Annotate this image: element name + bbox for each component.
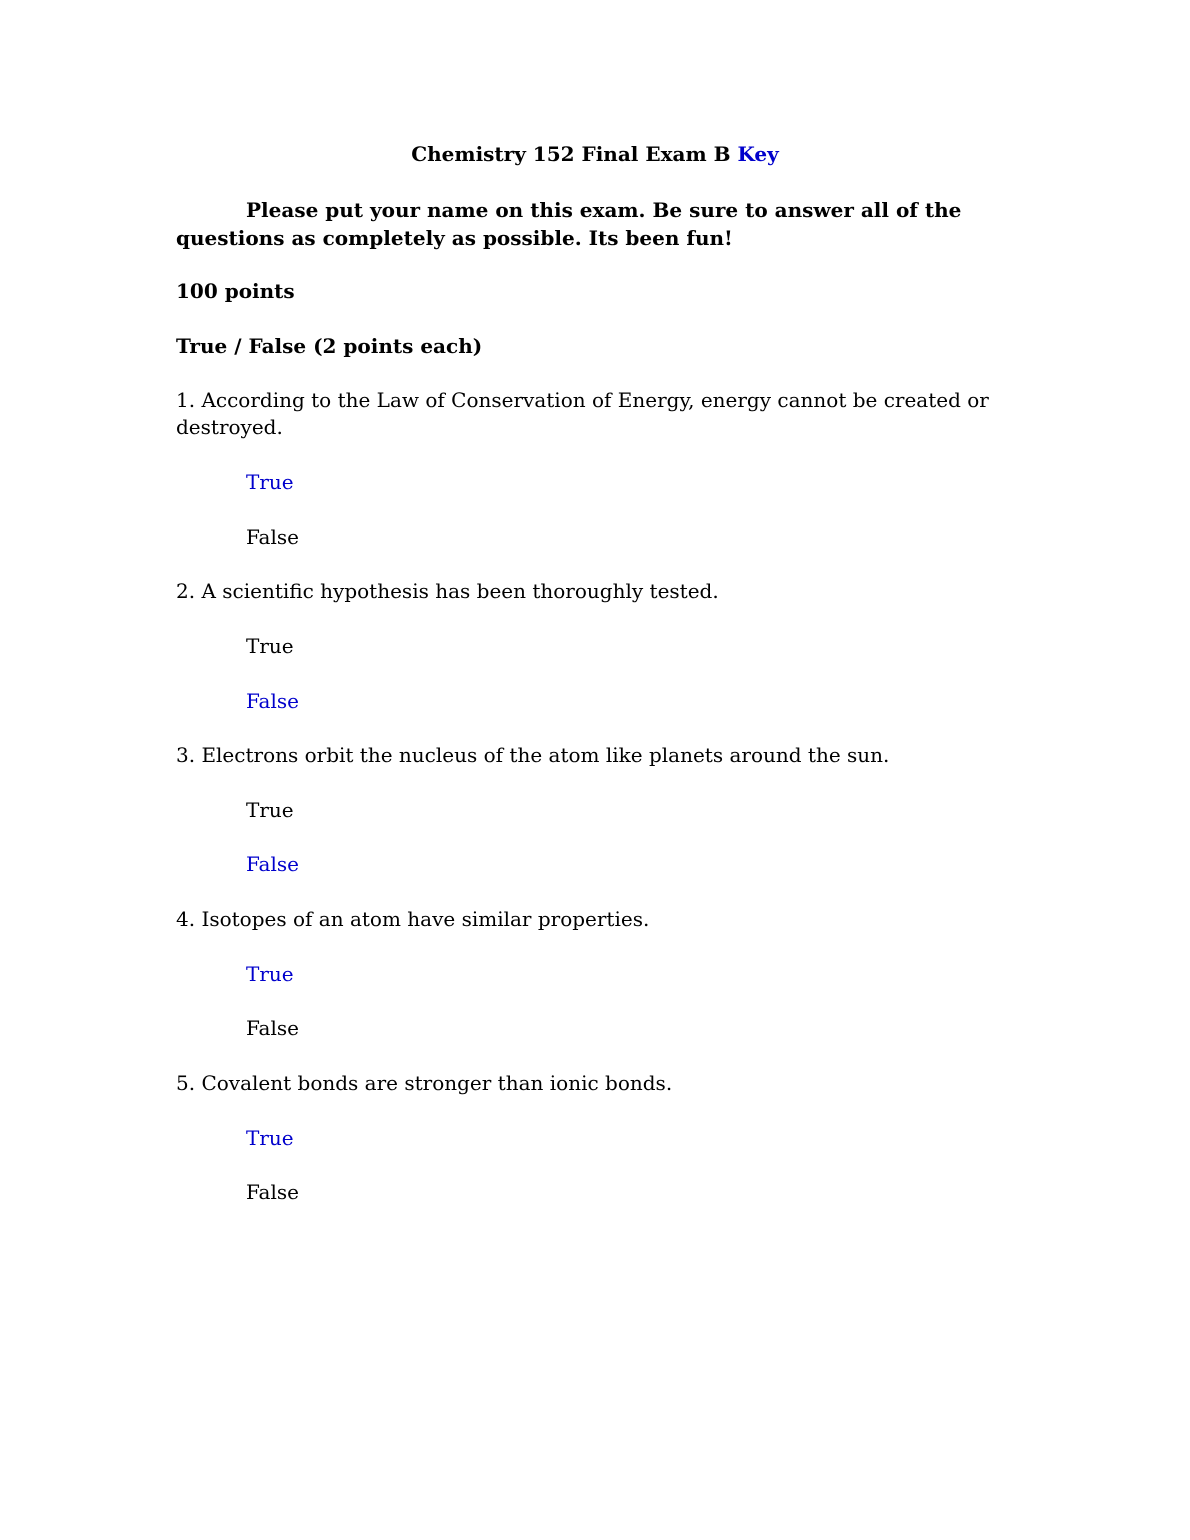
- question-1-option-true: True: [246, 470, 294, 494]
- section-heading: True / False (2 points each): [176, 334, 483, 358]
- instructions-text: Please put your name on this exam. Be sure to answer all of the questions as completely as possible. Its been fun!: [176, 198, 962, 250]
- question-1-option-false: False: [246, 525, 299, 549]
- total-points: 100 points: [176, 279, 295, 303]
- page-title: [0, 141, 1190, 168]
- key-label: Key: [737, 142, 779, 166]
- question-3-option-true: True: [246, 798, 294, 822]
- question-4-option-false: False: [246, 1016, 299, 1040]
- title-text: Chemistry 152 Final Exam B: [411, 142, 731, 166]
- question-5: 5. Covalent bonds are stronger than ionic bonds.: [176, 1071, 673, 1095]
- question-1: 1. According to the Law of Conservation of Energy, energy cannot be created or destroyed.: [176, 388, 989, 439]
- instructions: [176, 196, 976, 252]
- question-3-option-false: False: [246, 852, 299, 876]
- question-3: 3. Electrons orbit the nucleus of the atom like planets around the sun.: [176, 743, 890, 767]
- question-2: 2. A scientific hypothesis has been thoroughly tested.: [176, 579, 719, 603]
- question-4-option-true: True: [246, 962, 294, 986]
- question-2-option-true: True: [246, 634, 294, 658]
- question-2-option-false: False: [246, 689, 299, 713]
- question-5-option-false: False: [246, 1180, 299, 1204]
- question-4: 4. Isotopes of an atom have similar properties.: [176, 907, 650, 931]
- question-5-option-true: True: [246, 1126, 294, 1150]
